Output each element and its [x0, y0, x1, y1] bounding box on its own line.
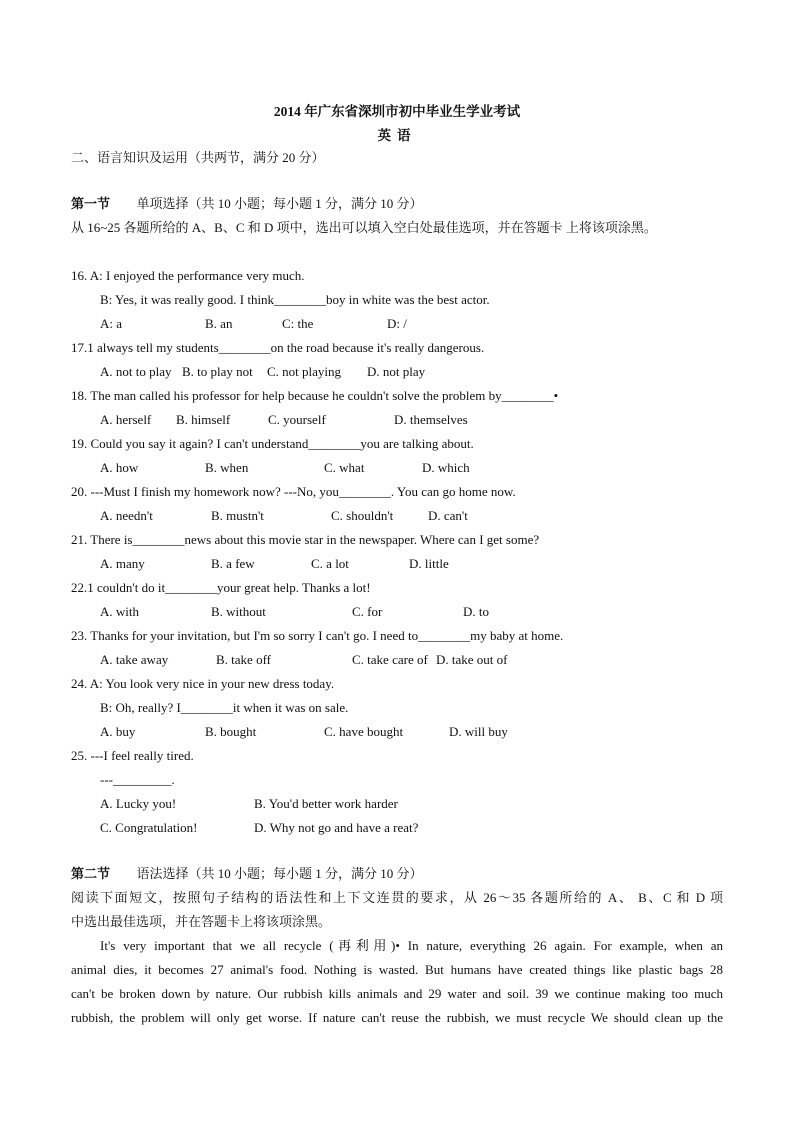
- option-a: A. not to play: [100, 364, 172, 379]
- option-a: A. many: [100, 556, 145, 571]
- option-c: C. take care of: [352, 652, 428, 667]
- section1-heading: 单项选择（共 10 小题；每小题 1 分，满分 10 分）: [136, 196, 423, 211]
- option-b: B. a few: [211, 556, 255, 571]
- option-d: D: /: [387, 316, 407, 331]
- section2-instruction-line2: 中选出最佳选项，并在答题卡上将该项涂黑。: [71, 914, 332, 929]
- option-d: D. Why not go and have a reat?: [254, 820, 419, 835]
- option-d: D. to: [463, 604, 489, 619]
- question-line: 25. ---I feel really tired.: [71, 748, 194, 763]
- question-line: 17.1 always tell my students________on the road because it's really dangerous.: [71, 340, 485, 355]
- question-line: 23. Thanks for your invitation, but I'm so sorry I can't go. I need to________my baby at home.: [71, 628, 564, 643]
- option-d: D. not play: [367, 364, 426, 379]
- question-line: 16. A: I enjoyed the performance very much.: [71, 268, 305, 283]
- section1-instruction: 从 16~25 各题所给的 A、B、C 和 D 项中，选出可以填入空白处最佳选项，并在答题卡 上将该项涂黑。: [71, 220, 657, 235]
- question-line: 18. The man called his professor for help because he couldn't solve the problem by________•: [71, 388, 559, 403]
- option-d: D. can't: [428, 508, 468, 523]
- option-c: C. not playing: [267, 364, 342, 379]
- option-c: C. shouldn't: [331, 508, 394, 523]
- option-b: B. himself: [176, 412, 231, 427]
- option-d: D. little: [409, 556, 449, 571]
- option-b: B. when: [205, 460, 249, 475]
- question-line: B: Oh, really? I________it when it was on sale.: [100, 700, 349, 715]
- option-a: A. Lucky you!: [100, 796, 177, 811]
- section2-heading: 语法选择（共 10 小题；每小题 1 分，满分 10 分）: [136, 866, 423, 881]
- option-a: A. take away: [100, 652, 169, 667]
- part-heading: 二、语言知识及运用（共两节，满分 20 分）: [71, 150, 325, 165]
- option-d: D. take out of: [436, 652, 508, 667]
- option-a: A: a: [100, 316, 123, 331]
- option-b: B. mustn't: [211, 508, 264, 523]
- option-c: C. yourself: [268, 412, 326, 427]
- passage-line: rubbish, the problem will only get worse. If nature can't reuse the rubbish, we must recycle We should clean up the: [71, 1010, 723, 1025]
- section1-heading-row: [71, 196, 423, 212]
- passage-line: It's very important that we all recycle (再利用)• In nature, everything 26 again. For example, when an: [100, 938, 723, 953]
- option-d: D. which: [422, 460, 470, 475]
- option-c: C. for: [352, 604, 383, 619]
- option-a: A. needn't: [100, 508, 153, 523]
- question-line: B: Yes, it was really good. I think________boy in white was the best actor.: [100, 292, 490, 307]
- option-a: A. with: [100, 604, 139, 619]
- option-a: A. buy: [100, 724, 136, 739]
- option-c: C: the: [282, 316, 314, 331]
- section2-label: 第二节: [71, 866, 111, 881]
- option-c: C. have bought: [324, 724, 404, 739]
- passage-line: can't be broken down by nature. Our rubbish kills animals and 29 water and soil. 39 we continue making too much: [71, 986, 723, 1001]
- section2-instruction-line1: 阅读下面短文，按照句子结构的语法性和上下文连贯的要求，从 26～35 各题所给的 A、 B、C 和 D 项: [71, 890, 723, 905]
- section2-heading-row: [71, 866, 423, 882]
- exam-subtitle: 英语: [377, 128, 417, 143]
- question-line: 24. A: You look very nice in your new dress today.: [71, 676, 335, 691]
- option-b: B. You'd better work harder: [254, 796, 398, 811]
- question-line: 22.1 couldn't do it________your great help. Thanks a lot!: [71, 580, 371, 595]
- option-a: A. herself: [100, 412, 152, 427]
- option-c: C. what: [324, 460, 365, 475]
- option-b: B. take off: [216, 652, 271, 667]
- passage-line: animal dies, it becomes 27 animal's food. Nothing is wasted. But humans have created things like plastic bags 28: [71, 962, 723, 977]
- question-line: 21. There is________news about this movie star in the newspaper. Where can I get some?: [71, 532, 540, 547]
- exam-title: 2014 年广东省深圳市初中毕业生学业考试: [273, 104, 521, 119]
- question-line: 19. Could you say it again? I can't understand________you are talking about.: [71, 436, 474, 451]
- question-line: ---_________.: [100, 772, 175, 787]
- option-b: B. to play not: [182, 364, 253, 379]
- option-c: C. Congratulation!: [100, 820, 198, 835]
- option-b: B. an: [205, 316, 233, 331]
- option-d: D. will buy: [449, 724, 508, 739]
- option-a: A. how: [100, 460, 139, 475]
- option-b: B. without: [211, 604, 266, 619]
- option-d: D. themselves: [394, 412, 468, 427]
- option-c: C. a lot: [311, 556, 349, 571]
- question-line: 20. ---Must I finish my homework now? ---No, you________. You can go home now.: [71, 484, 516, 499]
- section1-label: 第一节: [71, 196, 111, 211]
- reading-passage: [71, 934, 723, 1030]
- option-b: B. bought: [205, 724, 257, 739]
